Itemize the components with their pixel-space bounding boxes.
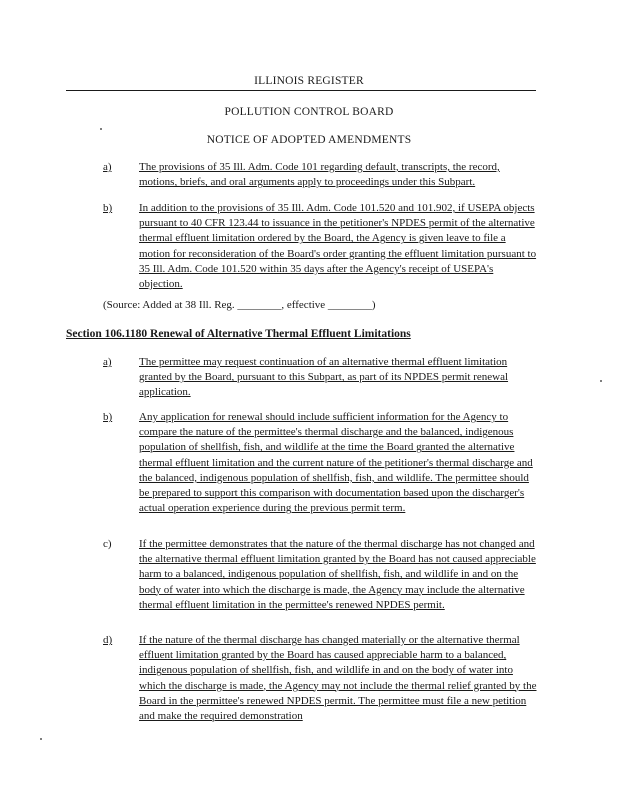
register-title: ILLINOIS REGISTER — [254, 75, 364, 87]
board-title: POLLUTION CONTROL BOARD — [224, 106, 394, 118]
subsection-label: c) — [103, 538, 112, 550]
notice-title: NOTICE OF ADOPTED AMENDMENTS — [206, 134, 412, 146]
scan-speck — [600, 380, 602, 382]
subsection-text: In addition to the provisions of 35 Ill. Adm. Code 101.520 and 101.902, if USEPA objects pursuant to 40 CFR 123.44 to issuance in the petitioner's NPDES permit of the alternative thermal effluent limitation ordered by the Board, the Agency is given leave to file a motion for reconsideration of the Board's order granting the effluent limitation pursuant to 35 Ill. Adm. Code 101.520 within 35 days after the Agency's receipt of USEPA's objection. — [139, 202, 537, 291]
source-note: (Source: Added at 38 Ill. Reg. ________, effective ________) — [103, 299, 376, 311]
scan-speck — [100, 128, 102, 130]
section-heading: Section 106.1180 Renewal of Alternative Thermal Effluent Limitations — [66, 328, 411, 340]
subsection-label: a) — [103, 161, 112, 173]
subsection-text: If the permittee demonstrates that the nature of the thermal discharge has not changed and the alternative thermal effluent limitation granted by the Board has not caused appreciable harm to a balanced, indigenous population of shellfish, fish, and wildlife in and on the body of water into which the discharge is made, the Agency may include the alternative thermal effluent limitation in the permittee's renewed NPDES permit. — [139, 538, 536, 611]
header-rule — [66, 90, 536, 91]
subsection-label: b) — [103, 202, 113, 214]
subsection-text: Any application for renewal should include sufficient information for the Agency to compare the nature of the permittee's thermal discharge and the balanced, indigenous population of shellfish, fish, and wildlife at the time the Board granted the alternative thermal effluent limitation and the current nature of the petitioner's thermal discharge and the balanced, indigenous population of shellfish, fish, and wildlife. The permittee should be prepared to support this comparison with documentation based upon the discharger's actual operation experience during the previous permit term. — [139, 411, 533, 515]
subsection-label: a) — [103, 356, 112, 368]
subsection-text: The provisions of 35 Ill. Adm. Code 101 regarding default, transcripts, the record, motions, briefs, and oral arguments apply to proceedings under this Subpart. — [139, 161, 500, 189]
scan-speck — [40, 738, 42, 740]
subsection-label: b) — [103, 411, 113, 423]
subsection-label: d) — [103, 634, 113, 646]
subsection-text: The permittee may request continuation of an alternative thermal effluent limitation granted by the Board, pursuant to this Subpart, as part of its NPDES permit renewal application. — [139, 356, 509, 399]
subsection-text: If the nature of the thermal discharge has changed materially or the alternative thermal effluent limitation granted by the Board has caused appreciable harm to a balanced, indigenous population of shellfish, fish, and wildlife in and on the body of water into which the discharge is made, the Agency may not include the thermal relief granted by the Board in the permittee's renewed NPDES permit. The permittee must file a new petition and make the required demonstration — [139, 634, 537, 723]
